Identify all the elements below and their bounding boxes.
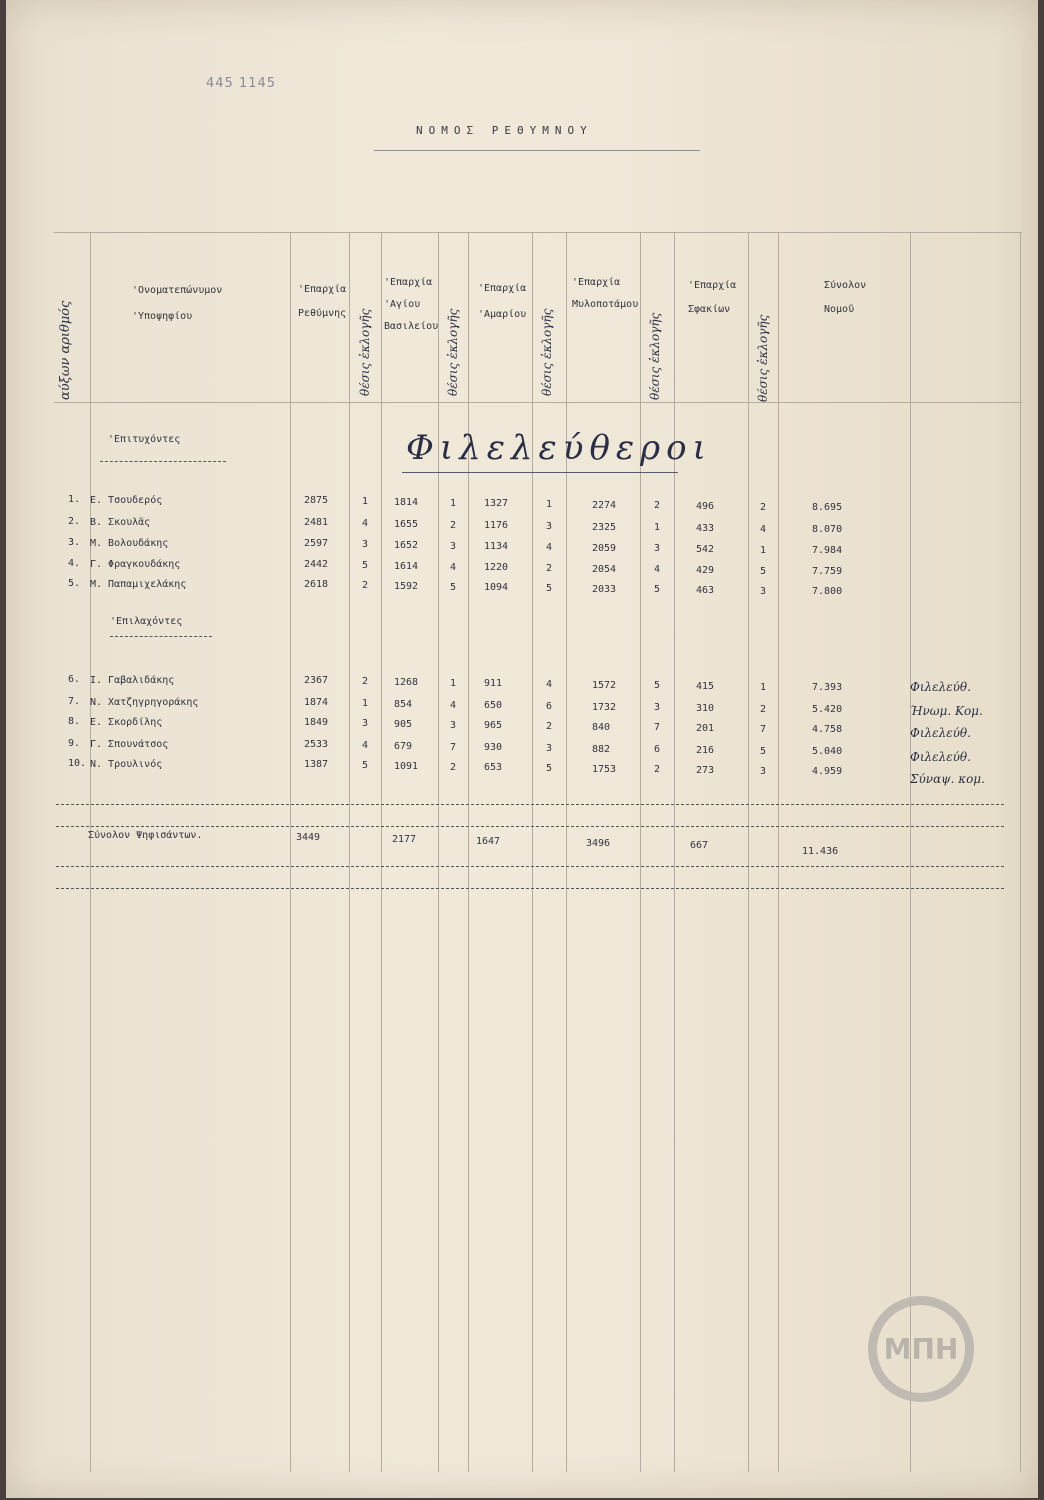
runner-total: 7.393 xyxy=(812,682,843,694)
elected-num: 2. xyxy=(68,516,81,527)
header-amariou: 'Επαρχία 'Αμαρίου xyxy=(478,283,527,320)
runner-amariou: 650 xyxy=(484,700,503,712)
column-divider xyxy=(349,232,350,1472)
elected-amariou: 1176 xyxy=(484,520,509,532)
column-divider xyxy=(468,232,469,1472)
runner-r1: 1 xyxy=(362,698,369,710)
elected-r5: 1 xyxy=(760,544,767,556)
runner-rethymnis: 2367 xyxy=(304,675,329,687)
elected-r4: 2 xyxy=(654,500,661,512)
column-divider xyxy=(90,232,91,1472)
runner-r1: 4 xyxy=(362,740,369,752)
runner-r3: 5 xyxy=(546,762,553,774)
elected-amariou: 1327 xyxy=(484,498,509,510)
elected-amariou: 1094 xyxy=(484,582,509,594)
runner-amariou: 965 xyxy=(484,720,503,732)
runner-mylopotamou: 1572 xyxy=(592,679,617,691)
runner-rethymnis: 1849 xyxy=(304,717,329,729)
runner-sfakion: 201 xyxy=(696,723,715,734)
totals-mylopotamou: 3496 xyxy=(586,838,611,849)
section-elected-label: 'Επιτυχόντες xyxy=(108,434,181,445)
column-divider xyxy=(778,232,779,1472)
elected-mylopotamou: 2054 xyxy=(592,563,617,575)
header-rank-3: θέσις ἐκλογῆς xyxy=(540,308,554,396)
column-divider xyxy=(1020,232,1021,1472)
column-divider xyxy=(532,232,533,1472)
section-elected-underline xyxy=(100,461,226,462)
column-divider xyxy=(438,232,439,1472)
elected-rethymnis: 2442 xyxy=(304,559,329,571)
runner-name: Ν. Χατζηγρηγοράκης xyxy=(90,696,199,708)
elected-r5: 5 xyxy=(760,565,767,577)
header-rank-4: θέσις ἐκλογῆς xyxy=(648,312,662,400)
runner-r4: 6 xyxy=(654,744,661,756)
runner-amariou: 653 xyxy=(484,762,503,774)
elected-r5: 4 xyxy=(760,523,767,535)
elected-r1: 3 xyxy=(362,539,369,551)
runner-r5: 5 xyxy=(760,745,767,757)
runner-name: Ι. Γαβαλιδάκης xyxy=(90,674,175,686)
section-runners-up-underline xyxy=(110,636,212,637)
header-rethymnis: 'Επαρχία Ρεθύμνης xyxy=(298,284,347,319)
elected-amariou: 1220 xyxy=(484,562,509,574)
runner-sfakion: 216 xyxy=(696,745,715,756)
party-handwritten: Φιλελεύθεροι xyxy=(406,428,712,468)
runner-r3: 2 xyxy=(546,720,553,732)
table-top-border xyxy=(54,232,1022,233)
totals-sfakion: 667 xyxy=(690,840,709,851)
elected-total: 8.695 xyxy=(812,502,843,514)
elected-r1: 2 xyxy=(362,580,369,592)
runner-rethymnis: 2533 xyxy=(304,739,329,751)
elected-r3: 5 xyxy=(546,582,553,594)
runner-name: Γ. Σπουνάτσος xyxy=(90,738,169,750)
runner-r3: 3 xyxy=(546,742,553,754)
elected-r3: 4 xyxy=(546,541,553,553)
header-bottom-border xyxy=(54,402,1022,403)
totals-label: Σύνολον Ψηφισάντων. xyxy=(88,830,203,841)
runner-r1: 3 xyxy=(362,718,369,730)
runner-r5: 2 xyxy=(760,703,767,715)
runner-agiou-vasileiou: 679 xyxy=(394,740,413,752)
handwritten-affiliation-note: Σύναψ. κομ. xyxy=(910,772,985,786)
elected-rethymnis: 2481 xyxy=(304,517,329,529)
archive-pencil-note: 445 1145 xyxy=(206,76,277,91)
totals-top-dashline-2 xyxy=(56,826,1004,827)
totals-total: 11.436 xyxy=(802,846,839,857)
runner-mylopotamou: 1732 xyxy=(592,701,617,713)
runner-sfakion: 415 xyxy=(696,681,715,692)
runner-total: 4.758 xyxy=(812,724,843,736)
runner-name: Ν. Τρουλινός xyxy=(90,758,163,770)
elected-r1: 4 xyxy=(362,518,369,530)
runner-num: 8. xyxy=(68,716,81,727)
runner-r1: 5 xyxy=(362,760,369,772)
runner-sfakion: 310 xyxy=(696,703,715,714)
elected-name: Β. Σκουλᾶς xyxy=(90,516,151,528)
column-divider xyxy=(748,232,749,1472)
elected-rethymnis: 2597 xyxy=(304,538,329,550)
header-candidate: 'Ονοματεπώνυμον 'Υποψηφίου xyxy=(132,285,223,322)
elected-name: Γ. Φραγκουδάκης xyxy=(90,558,181,570)
runner-num: 10. xyxy=(68,758,87,769)
runner-rethymnis: 1387 xyxy=(304,759,329,771)
runner-agiou-vasileiou: 854 xyxy=(394,698,413,710)
totals-rethymnis: 3449 xyxy=(296,832,321,843)
elected-r4: 4 xyxy=(654,564,661,576)
runner-num: 6. xyxy=(68,674,81,685)
elected-name: Μ. Βολουδάκης xyxy=(90,537,169,549)
runner-total: 4.959 xyxy=(812,766,843,778)
elected-r1: 1 xyxy=(362,496,369,508)
elected-r2: 1 xyxy=(450,497,457,509)
elected-mylopotamou: 2274 xyxy=(592,499,617,511)
runner-r4: 3 xyxy=(654,702,661,714)
header-rank-5: θέσις ἐκλογῆς xyxy=(756,314,770,402)
runner-sfakion: 273 xyxy=(696,765,715,776)
elected-rethymnis: 2618 xyxy=(304,579,329,591)
header-mylopotamou: 'Επαρχία Μυλοποτάμου xyxy=(572,277,639,310)
column-divider xyxy=(381,232,382,1472)
elected-num: 4. xyxy=(68,558,81,569)
runner-rethymnis: 1874 xyxy=(304,697,329,709)
elected-agiou-vasileiou: 1814 xyxy=(394,496,419,508)
handwritten-affiliation-note: Φιλελεύθ. xyxy=(910,680,971,694)
runner-num: 7. xyxy=(68,696,81,707)
runner-r2: 1 xyxy=(450,677,457,689)
elected-r1: 5 xyxy=(362,560,369,572)
elected-r4: 3 xyxy=(654,543,661,555)
totals-bottom-dashline xyxy=(56,866,1004,867)
runner-name: Ε. Σκορδίλης xyxy=(90,716,163,728)
elected-r5: 2 xyxy=(760,501,767,513)
elected-name: Ε. Τσουδερός xyxy=(90,494,163,506)
elected-total: 7.759 xyxy=(812,566,843,578)
elected-num: 5. xyxy=(68,578,81,589)
header-total: Σύνολον Νομοῦ xyxy=(824,280,867,315)
section-runners-up-label: 'Επιλαχόντες xyxy=(110,616,183,627)
runner-total: 5.040 xyxy=(812,746,843,758)
elected-mylopotamou: 2033 xyxy=(592,583,617,595)
handwritten-affiliation-note: Ήνωμ. Κομ. xyxy=(910,704,983,718)
elected-r3: 3 xyxy=(546,520,553,532)
column-divider xyxy=(290,232,291,1472)
elected-r5: 3 xyxy=(760,585,767,597)
header-order: αύξων αριθμός xyxy=(58,300,73,400)
totals-bottom-dashline-2 xyxy=(56,888,1004,889)
runner-r1: 2 xyxy=(362,676,369,688)
runner-r4: 2 xyxy=(654,764,661,776)
elected-num: 3. xyxy=(68,537,81,548)
elected-r2: 2 xyxy=(450,519,457,531)
column-divider xyxy=(640,232,641,1472)
column-divider xyxy=(566,232,567,1472)
header-sfakion: 'Επαρχία Σφακίων xyxy=(688,280,737,315)
runner-r5: 3 xyxy=(760,765,767,777)
runner-r4: 5 xyxy=(654,680,661,692)
runner-r5: 7 xyxy=(760,723,767,735)
runner-r5: 1 xyxy=(760,681,767,693)
elected-r4: 1 xyxy=(654,522,661,534)
document-sheet xyxy=(6,0,1038,1498)
header-agiou-vasileiou: 'Επαρχία 'Αγίου Βασιλείου xyxy=(384,277,439,332)
elected-agiou-vasileiou: 1655 xyxy=(394,518,419,530)
title-underline xyxy=(374,150,700,151)
runner-r2: 4 xyxy=(450,699,457,711)
elected-total: 8.070 xyxy=(812,524,843,536)
runner-agiou-vasileiou: 905 xyxy=(394,718,413,730)
elected-sfakion: 429 xyxy=(696,565,715,576)
runner-total: 5.420 xyxy=(812,704,843,716)
elected-sfakion: 496 xyxy=(696,501,715,512)
elected-r4: 5 xyxy=(654,584,661,596)
column-divider xyxy=(674,232,675,1472)
runner-amariou: 930 xyxy=(484,742,503,754)
runner-num: 9. xyxy=(68,738,81,749)
runner-r4: 7 xyxy=(654,722,661,734)
elected-r3: 1 xyxy=(546,498,553,510)
handwritten-affiliation-note: Φιλελεύθ. xyxy=(910,750,971,764)
runner-agiou-vasileiou: 1091 xyxy=(394,760,419,772)
runner-mylopotamou: 840 xyxy=(592,721,611,733)
elected-name: Μ. Παπαμιχελάκης xyxy=(90,578,187,590)
elected-sfakion: 542 xyxy=(696,544,715,555)
elected-r2: 3 xyxy=(450,540,457,552)
elected-total: 7.984 xyxy=(812,545,843,557)
elected-agiou-vasileiou: 1614 xyxy=(394,560,419,572)
elected-total: 7.800 xyxy=(812,586,843,598)
elected-r2: 4 xyxy=(450,561,457,573)
header-rank-1: θέσις ἐκλογῆς xyxy=(358,308,372,396)
elected-r3: 2 xyxy=(546,562,553,574)
handwritten-affiliation-note: Φιλελεύθ. xyxy=(910,726,971,740)
runner-r2: 3 xyxy=(450,719,457,731)
totals-top-dashline xyxy=(56,804,1004,805)
runner-r2: 2 xyxy=(450,761,457,773)
elected-sfakion: 433 xyxy=(696,523,715,534)
elected-amariou: 1134 xyxy=(484,541,509,553)
elected-r2: 5 xyxy=(450,581,457,593)
runner-r3: 4 xyxy=(546,678,553,690)
elected-rethymnis: 2875 xyxy=(304,495,329,507)
elected-agiou-vasileiou: 1592 xyxy=(394,580,419,592)
header-rank-2: θέσις ἐκλογῆς xyxy=(446,308,460,396)
elected-sfakion: 463 xyxy=(696,585,715,596)
column-divider xyxy=(910,232,911,1472)
runner-r2: 7 xyxy=(450,741,457,753)
elected-mylopotamou: 2325 xyxy=(592,521,617,533)
totals-agiou-vasileiou: 2177 xyxy=(392,834,417,845)
runner-mylopotamou: 882 xyxy=(592,743,611,755)
elected-agiou-vasileiou: 1652 xyxy=(394,539,419,551)
party-handwritten-underline xyxy=(402,472,678,473)
runner-amariou: 911 xyxy=(484,678,503,690)
page-title: ΝΟΜΟΣ ΡΕΘΥΜΝΟΥ xyxy=(416,124,593,137)
totals-amariou: 1647 xyxy=(476,836,501,847)
archive-seal: ΜΠΗ xyxy=(868,1296,974,1402)
runner-r3: 6 xyxy=(546,700,553,712)
runner-mylopotamou: 1753 xyxy=(592,763,617,775)
runner-agiou-vasileiou: 1268 xyxy=(394,676,419,688)
elected-num: 1. xyxy=(68,494,81,505)
elected-mylopotamou: 2059 xyxy=(592,542,617,554)
